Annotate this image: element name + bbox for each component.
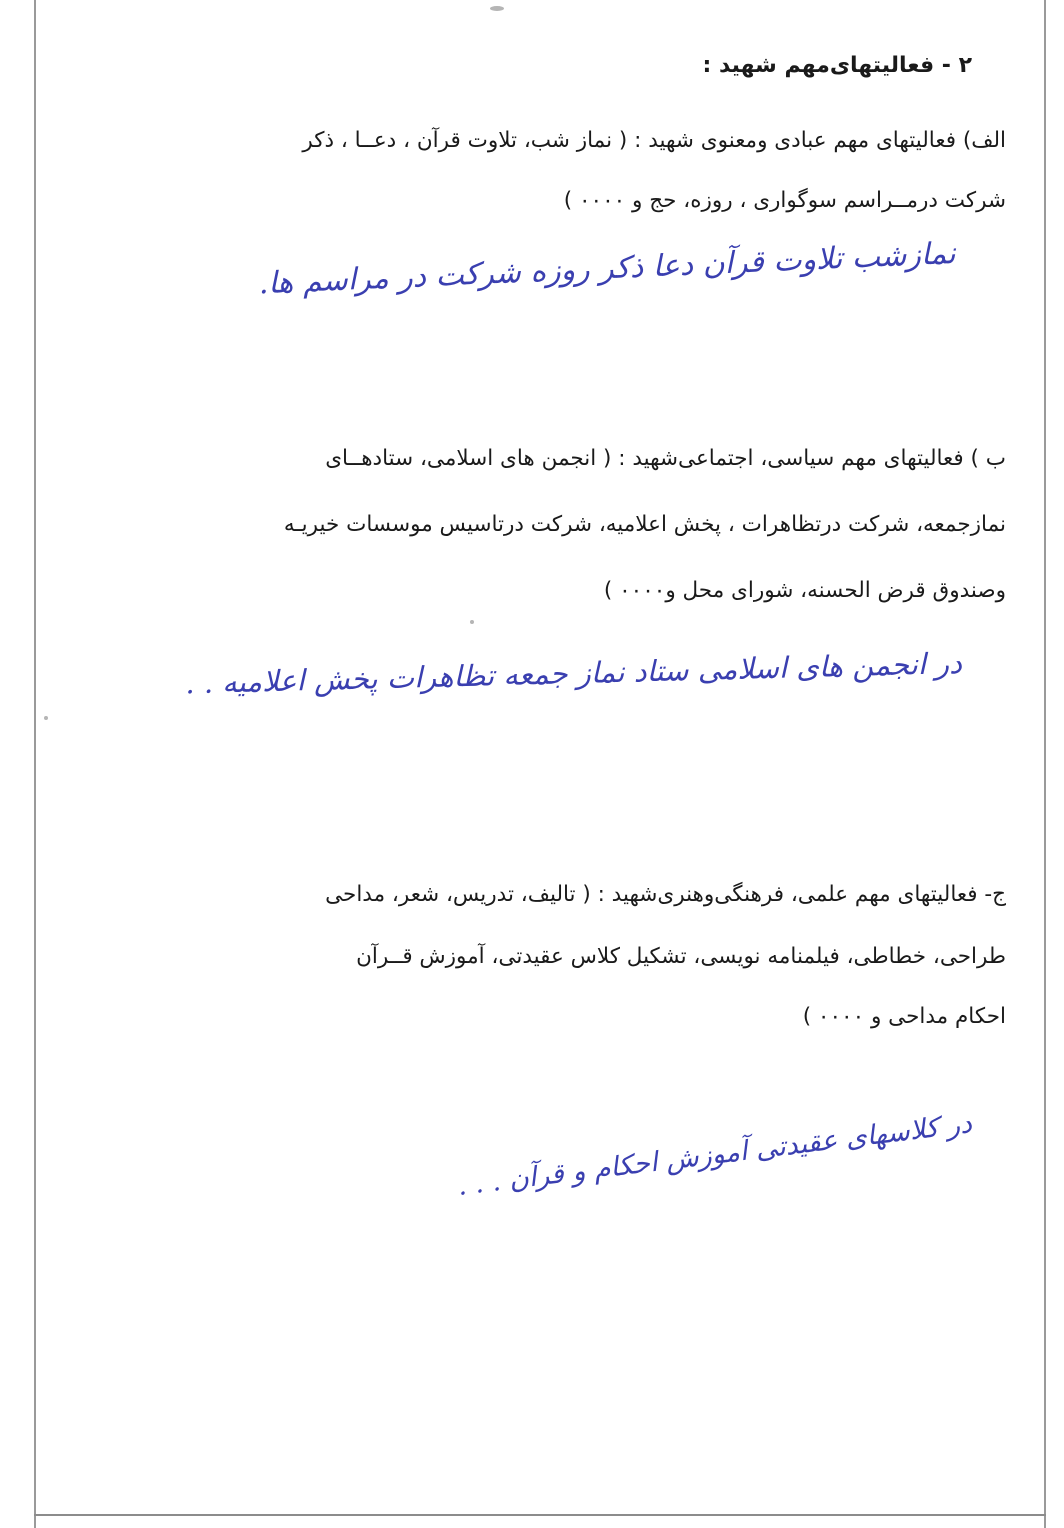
- section-b-line-2: نمازجمعه، شرکت درتظاهرات ، پخش اعلامیه، شرکت درتاسیس موسسات خیریـه: [283, 512, 1006, 537]
- section-c-line-3: احکام مداحی و ۰۰۰۰ ): [802, 1004, 1006, 1029]
- page-border-bottom: [34, 1514, 1046, 1516]
- section-a-line-2: شرکت درمــراسم سوگواری ، روزه، حج و ۰۰۰۰ ): [563, 188, 1006, 213]
- scan-mark: [490, 6, 504, 11]
- section-a-line-1: الف) فعالیتهای مهم عبادی ومعنوی شهید : ( نماز شب، تلاوت قرآن ، دعــا ، ذکر: [302, 128, 1006, 153]
- section-c-line-2: طراحی، خطاطی، فیلمنامه نویسی، تشکیل کلاس عقیدتی، آموزش قــرآن: [356, 944, 1006, 969]
- section-heading: ۲ - فعالیتهای‌مهم شهید :: [702, 53, 972, 78]
- section-b-line-3: وصندوق قرض الحسنه، شورای محل و۰۰۰۰ ): [603, 578, 1006, 603]
- section-c-line-1: ج- فعالیتهای مهم علمی، فرهنگی‌وهنری‌شهید : ( تالیف، تدریس، شعر، مداحی: [325, 882, 1006, 907]
- section-a-handwritten-answer: نمازشب تلاوت قرآن دعا ذکر روزه شرکت در مراسم ها.: [258, 236, 957, 302]
- scan-speck: [44, 716, 48, 720]
- section-b-handwritten-answer: در انجمن های اسلامی ستاد نماز جمعه تظاهرات پخش اعلامیه . .: [184, 646, 963, 701]
- page-border-right: [1044, 0, 1046, 1528]
- section-c-handwritten-answer: در کلاسهای عقیدتی آموزش احکام و قرآن . . .: [456, 1108, 974, 1202]
- scan-speck: [470, 620, 474, 624]
- section-b-line-1: ب ) فعالیتهای مهم سیاسی، اجتماعی‌شهید : ( انجمن های اسلامی، ستادهــای: [325, 446, 1006, 471]
- page-border-left: [34, 0, 36, 1528]
